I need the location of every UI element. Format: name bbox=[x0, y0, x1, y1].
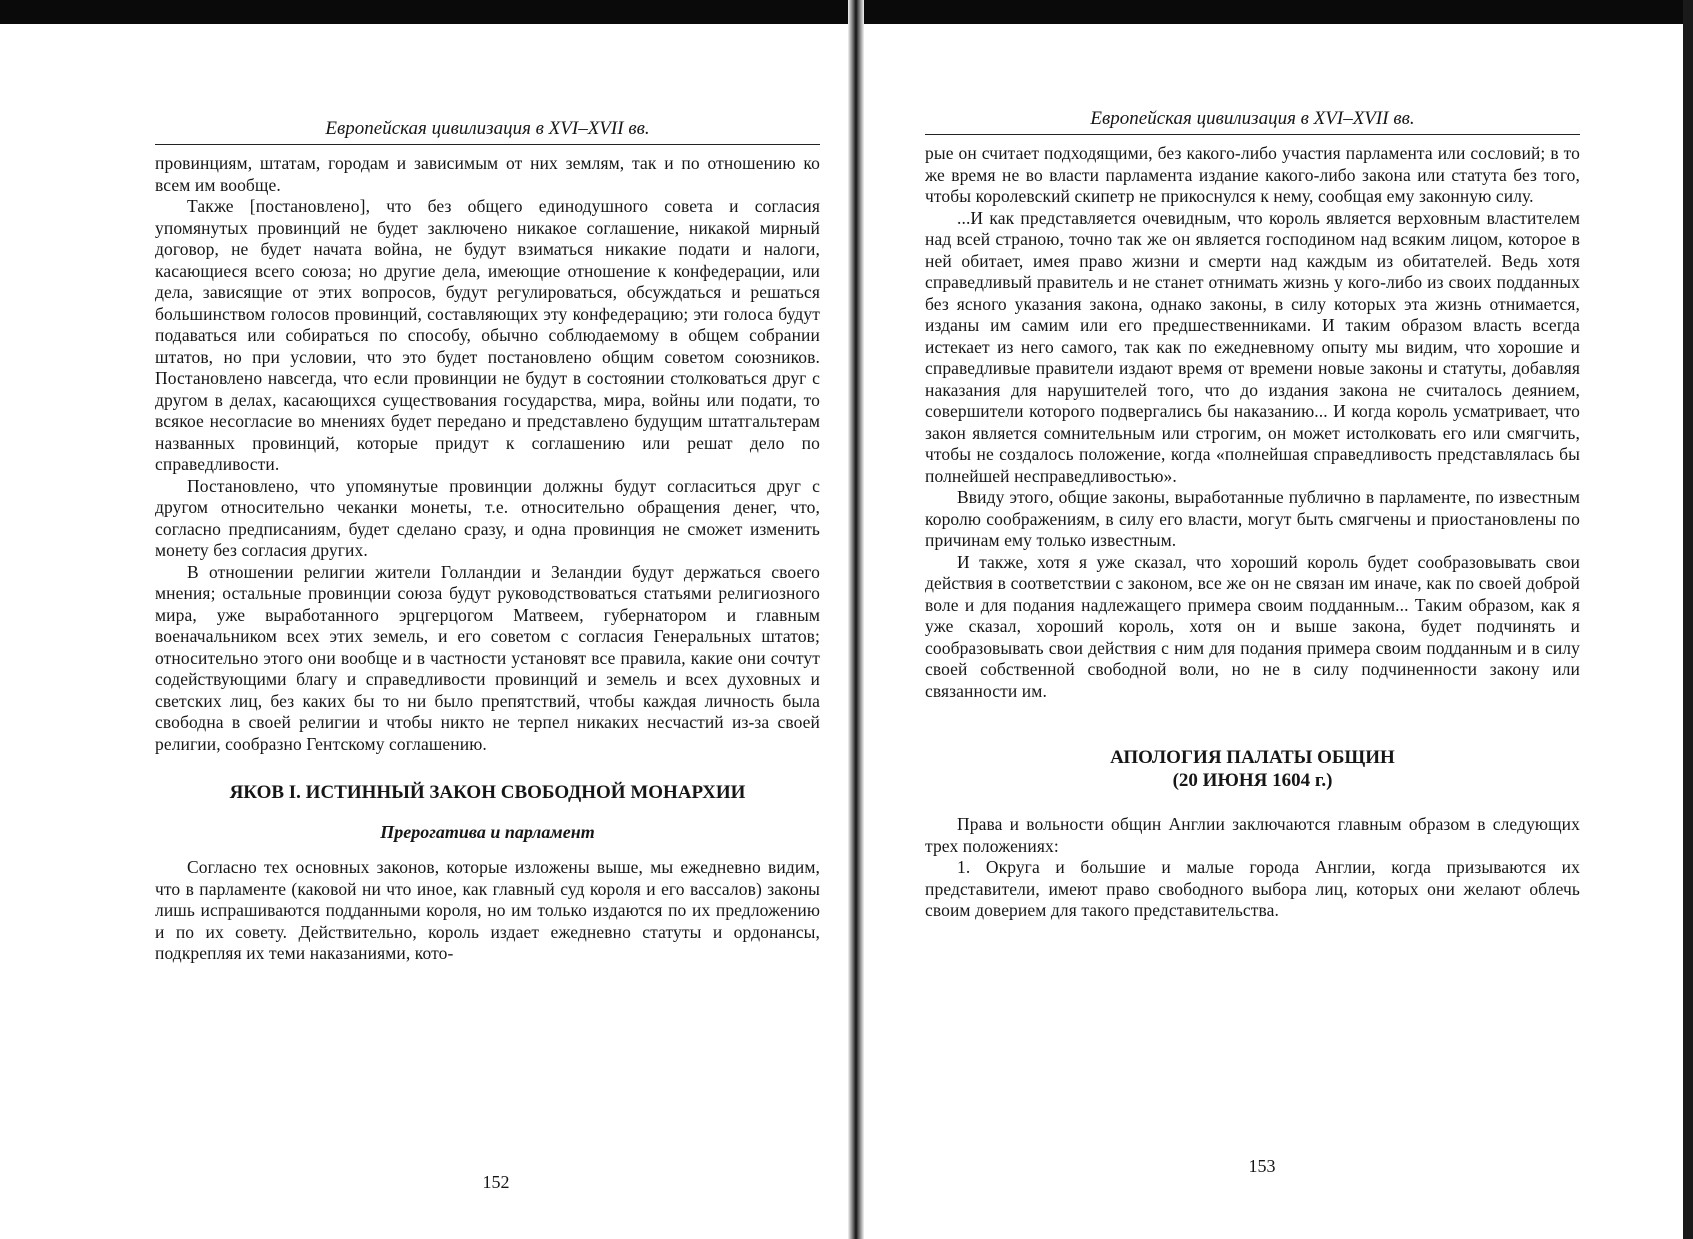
left-section-paragraph: Согласно тех основных законов, которые изложены выше, мы ежедневно видим, что в парламенте (каковой ни что иное, как главный суд короля и его вассалов) законы лишь испрашиваются подданными короля, но им только издаются по их предложению и по их совету. Действительно, король издает ежедневно статуты и ордонансы, подкрепляя их теми наказаниями, кото- bbox=[155, 857, 820, 963]
left-paragraph: провинциям, штатам, городам и зависимым от них землям, так и по отношению ко всем им вообще. bbox=[155, 153, 820, 195]
right-paragraph: И также, хотя я уже сказал, что хороший король будет сообразовывать свои действия в соответствии с законом, все же он не связан им иначе, как по своей доброй воле и для подания надлежащего примера своим подданным... Таким образом, как я уже сказал, хороший король, хотя он и выше закона, будет подчинять и сообразовывать свои действия с ним для подания примера своим подданным и в силу своей собственной свободной воли, но не в силу подчиненности закону или связанности им. bbox=[925, 551, 1580, 701]
right-section-paragraph: Права и вольности общин Англии заключаются главным образом в следующих трех положениях: bbox=[925, 814, 1580, 856]
left-paragraph: Постановлено, что упомянутые провинции должны будут согласиться друг с другом относительно чеканки монеты, т.е. относительно обращения денег, что, согласно предписаниям, будет сделано сразу, и одна провинция не сможет изменить монету без согласия других. bbox=[155, 475, 820, 560]
right-paragraph: Ввиду этого, общие законы, выработанные публично в парламенте, по известным королю соображениям, в силу его власти, могут быть смягчены и приостановлены по причинам ему только известным. bbox=[925, 487, 1580, 550]
scan-right-edge bbox=[1683, 0, 1693, 1239]
right-running-header: Европейская цивилизация в XVI–XVII вв. bbox=[925, 108, 1580, 135]
left-subsection-title: Прерогатива и парламент bbox=[380, 822, 595, 842]
right-page bbox=[925, 108, 1580, 922]
left-paragraph: Также [постановлено], что без общего единодушного совета и согласия упомянутых провинций не будет заключено никакое соглашение, никакой мирный договор, не будет начата война, не будут взиматься никакие подати и налоги, касающиеся всего союза; но другие дела, имеющие отношение к конфедерации, или дела, зависящие от этих вопросов, будут регулироваться, обсуждаться и решаться большинством голосов провинций, составляющих эту конфедерацию; эти голоса будут подаваться или собираться по способу, обычно соблюдаемому в общем собрании штатов, но при условии, что это будет постановлено общим советом союзников. Постановлено навсегда, что если провинции не будут в состоянии столковаться друг с другом в делах, касающихся существования государства, мира, войны или подати, то всякое несогласие во мнениях будет передано и представлено будущим штатгальтерам названных провинций, которые придут к соглашению или решат дело по справедливости. bbox=[155, 196, 820, 474]
right-section-title: АПОЛОГИЯ ПАЛАТЫ ОБЩИН bbox=[1110, 747, 1395, 768]
left-running-header: Европейская цивилизация в XVI–XVII вв. bbox=[155, 118, 820, 145]
right-page-number: 153 bbox=[1248, 1156, 1276, 1176]
right-paragraph: ...И как представляется очевидным, что король является верховным властителем над всей страною, точно так же он является господином над всяким лицом, которое в ней обитает, имея право жизни и смерти над каждым из обитателей. Ведь хотя справедливый правитель и не станет отнимать жизнь у кого-либо из своих подданных без ясного указания закона, однако законы, в силу которых эта жизнь отнимается, изданы им самим или его предшественниками. И таким образом власть всегда истекает из него самого, так как по ежедневному опыту мы видим, что хорошие и справедливые правители издают время от времени новые законы и статуты, добавляя наказания для нарушителей того, что до издания закона не считалось деянием, совершители которого подвергались бы наказанию... И когда король усматривает, что закон является сомнительным или строгим, он может истолковать его или смягчить, чтобы не создалось положение, когда «полнейшая справедливость представлялась бы полнейшей несправедливостью». bbox=[925, 207, 1580, 486]
scan-top-band bbox=[0, 0, 1693, 24]
right-section-date: (20 ИЮНЯ 1604 г.) bbox=[1172, 770, 1333, 791]
right-section-paragraph: 1. Округа и большие и малые города Англии, когда призываются их представители, имеют право свободного выбора лиц, которых они желают облечь своим доверием для такого представительства. bbox=[925, 857, 1580, 920]
left-page bbox=[155, 118, 820, 965]
right-paragraph: рые он считает подходящими, без какого-либо участия парламента или сословий; в то же время не во власти парламента издание какого-либо закона или статута без того, чтобы королевский скипетр не прикоснулся к нему, сообщая ему законную силу. bbox=[925, 143, 1580, 206]
left-page-number: 152 bbox=[482, 1172, 510, 1192]
book-gutter bbox=[848, 0, 864, 1239]
left-paragraph: В отношении религии жители Голландии и Зеландии будут держаться своего мнения; остальные провинции союза будут руководствоваться статьями религиозного мира, уже выработанного эрцгерцогом Матвеем, губернатором и главным военачальником всех этих земель, и его советом с согласия Генеральных штатов; относительно этого они вообще и в частности установят все правила, какие они сочтут содействующими благу и справедливости провинций и земель и всех духовных и светских лиц, без каких бы то ни было препятствий, чтобы каждая личность была свободна в своей религии и чтобы никто не терпел никаких несчастий из-за своей религии, сообразно Гентскому соглашению. bbox=[155, 561, 820, 754]
left-section-title: ЯКОВ I. ИСТИННЫЙ ЗАКОН СВОБОДНОЙ МОНАРХИИ bbox=[229, 782, 746, 803]
